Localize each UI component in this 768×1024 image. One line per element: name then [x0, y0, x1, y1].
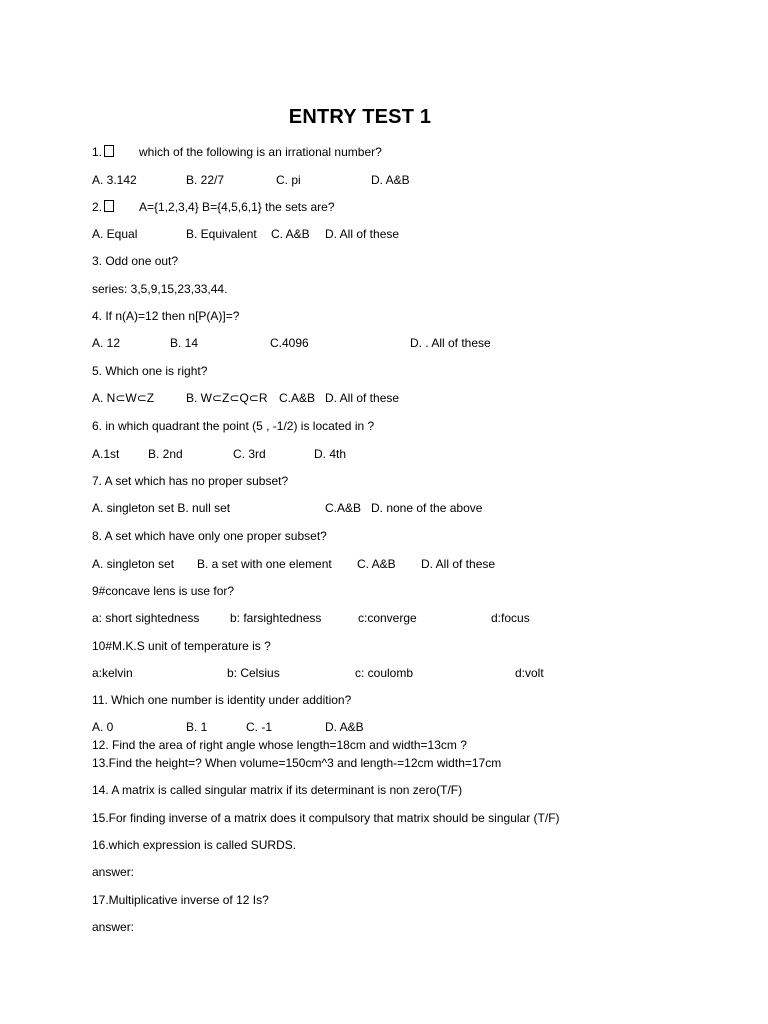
option-c: c:converge — [358, 611, 417, 625]
option-c: C.4096 — [270, 336, 309, 350]
page-title: ENTRY TEST 1 — [288, 106, 432, 128]
question-5: 5. Which one is right? — [92, 364, 208, 378]
question-7: 7. A set which has no proper subset? — [92, 474, 289, 488]
question-12: 12. Find the area of right angle whose length=18cm and width=13cm ? — [92, 738, 467, 752]
option-a: A. singleton set — [92, 557, 175, 571]
question-3-series: series: 3,5,9,15,23,33,44. — [92, 282, 228, 296]
option-b: B. W⊂Z⊂Q⊂R — [186, 391, 268, 405]
option-c: C. A&B — [271, 227, 310, 241]
option-c: c: coulomb — [355, 666, 414, 680]
question-6: 6. in which quadrant the point (5 , -1/2) is located in ? — [92, 419, 375, 433]
option-d: d:volt — [515, 666, 544, 680]
question-11: 11. Which one number is identity under addition? — [92, 693, 352, 707]
question-number: 2. — [92, 200, 103, 214]
option-d: D. . All of these — [410, 336, 491, 350]
option-d: D. 4th — [314, 447, 347, 461]
option-b: B. 1 — [186, 720, 208, 734]
option-b: B. 14 — [170, 336, 199, 350]
option-d: D. A&B — [371, 173, 410, 187]
option-a-b: A. singleton set B. null set — [92, 501, 231, 515]
option-c: C. -1 — [246, 720, 273, 734]
option-b: b: Celsius — [227, 666, 280, 680]
question-9: 9#concave lens is use for? — [92, 584, 235, 598]
question-8: 8. A set which have only one proper subset? — [92, 529, 327, 543]
option-d: D. All of these — [325, 227, 400, 241]
option-b: b: farsightedness — [230, 611, 322, 625]
option-d: D. none of the above — [371, 501, 483, 515]
option-d: D. All of these — [421, 557, 496, 571]
option-c: C. 3rd — [233, 447, 266, 461]
option-a: A. 0 — [92, 720, 114, 734]
question-13: 13.Find the height=? When volume=150cm^3 and length-=12cm width=17cm — [92, 756, 502, 770]
answer-label: answer: — [92, 865, 135, 879]
question-14: 14. A matrix is called singular matrix if its determinant is non zero(T/F) — [92, 783, 463, 797]
option-d: d:focus — [491, 611, 530, 625]
question-17: 17.Multiplicative inverse of 12 Is? — [92, 893, 269, 907]
option-a: a: short sightedness — [92, 611, 200, 625]
option-a: a:kelvin — [92, 666, 133, 680]
option-a: A.1st — [92, 447, 120, 461]
option-d: D. All of these — [325, 391, 400, 405]
option-a: A. N⊂W⊂Z — [92, 391, 155, 405]
missing-glyph-icon — [104, 145, 114, 157]
option-b: B. Equivalent — [186, 227, 257, 241]
answer-label: answer: — [92, 920, 135, 934]
option-b: B. a set with one element — [197, 557, 332, 571]
option-a: A. 12 — [92, 336, 121, 350]
question-15: 15.For finding inverse of a matrix does it compulsory that matrix should be singular (T/F) — [92, 811, 560, 825]
option-c: C. pi — [276, 173, 301, 187]
question-3: 3. Odd one out? — [92, 254, 179, 268]
option-b: B. 22/7 — [186, 173, 225, 187]
question-16: 16.which expression is called SURDS. — [92, 838, 297, 852]
option-c: C.A&B — [325, 501, 362, 515]
question-1 — [92, 145, 382, 159]
option-c: C.A&B — [279, 391, 316, 405]
question-10: 10#M.K.S unit of temperature is ? — [92, 639, 271, 653]
question-text: which of the following is an irrational number? — [139, 145, 382, 159]
option-b: B. 2nd — [148, 447, 183, 461]
question-2 — [92, 200, 335, 214]
option-a: A. 3.142 — [92, 173, 137, 187]
missing-glyph-icon — [104, 200, 114, 212]
question-4: 4. If n(A)=12 then n[P(A)]=? — [92, 309, 240, 323]
question-number: 1. — [92, 145, 103, 159]
option-a: A. Equal — [92, 227, 138, 241]
option-d: D. A&B — [325, 720, 364, 734]
question-text: A={1,2,3,4} B={4,5,6,1} the sets are? — [139, 200, 335, 214]
option-c: C. A&B — [357, 557, 396, 571]
